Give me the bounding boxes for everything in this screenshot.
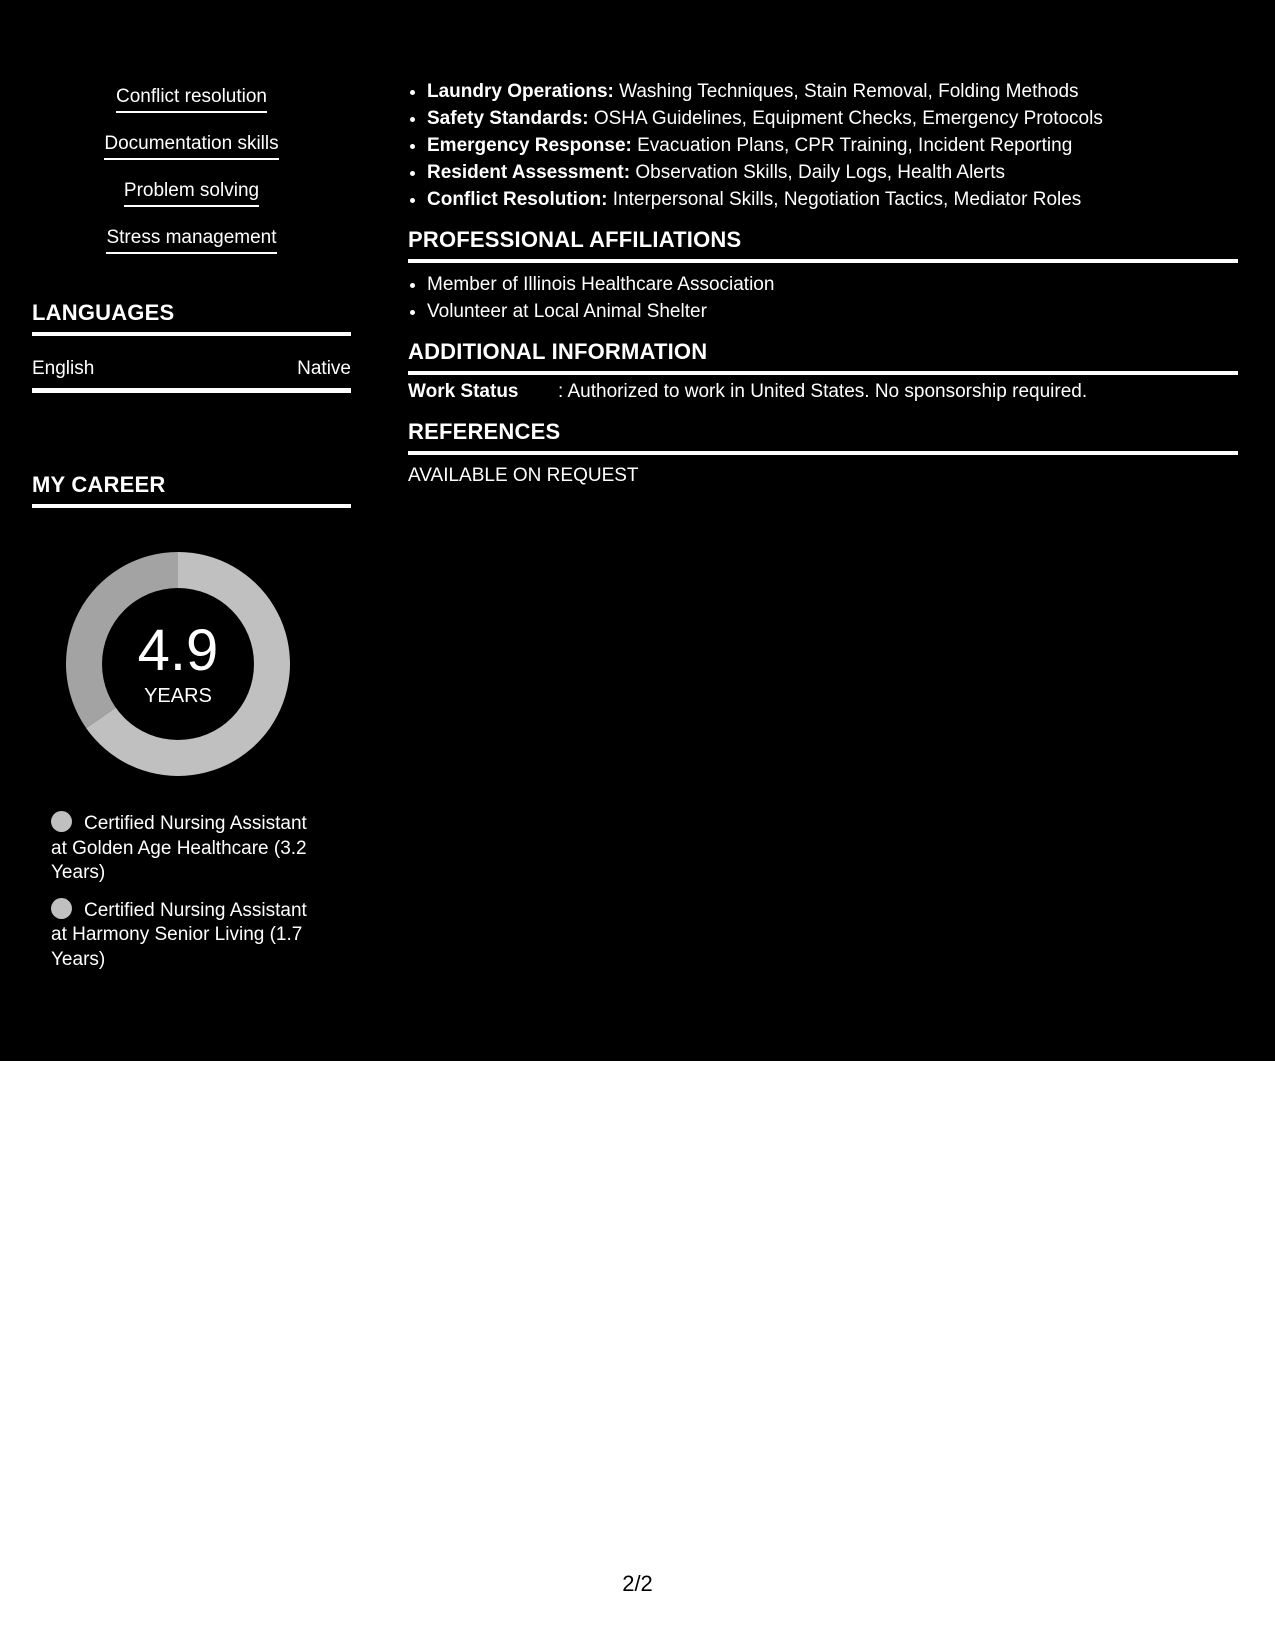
skills-list	[32, 86, 351, 274]
legend-dot	[51, 898, 72, 919]
skill-bullet-text: Observation Skills, Daily Logs, Health Alerts	[630, 162, 1005, 183]
page-number: 2/2	[622, 1571, 653, 1596]
skill-item: Documentation skills	[104, 133, 278, 160]
career-item-text: Certified Nursing Assistant at Harmony Senior Living (1.7 Years)	[51, 899, 307, 970]
skill-bullet-label: Resident Assessment:	[427, 162, 631, 183]
legend-dot	[51, 811, 72, 832]
skill-bullet-text: Evacuation Plans, CPR Training, Incident Reporting	[631, 135, 1073, 156]
additional-info-title: ADDITIONAL INFORMATION	[408, 339, 1238, 375]
skill-bullet-label: Laundry Operations:	[427, 81, 614, 102]
skill-bullet	[427, 186, 1238, 213]
skill-bullet	[427, 78, 1238, 105]
languages-title: LANGUAGES	[32, 300, 351, 336]
main-content	[408, 0, 1238, 487]
references-title: REFERENCES	[408, 419, 1238, 455]
skill-bullet-text: Interpersonal Skills, Negotiation Tactics, Mediator Roles	[607, 189, 1082, 210]
references-text: AVAILABLE ON REQUEST	[408, 465, 639, 486]
career-legend	[51, 811, 321, 984]
skill-bullet-text: OSHA Guidelines, Equipment Checks, Emergency Protocols	[588, 108, 1103, 129]
language-level: Native	[297, 358, 351, 379]
skill-bullet-label: Safety Standards:	[427, 108, 589, 129]
career-total-value: 4.9	[137, 617, 219, 683]
career-total	[66, 552, 290, 776]
skill-item: Stress management	[106, 227, 276, 254]
work-status-row	[408, 381, 1238, 403]
skill-bullet-text: Washing Techniques, Stain Removal, Folding Methods	[613, 81, 1079, 102]
skill-bullet	[427, 132, 1238, 159]
career-item-text: Certified Nursing Assistant at Golden Age Healthcare (3.2 Years)	[51, 813, 307, 883]
skill-bullet	[427, 159, 1238, 186]
skill-bullet-label: Emergency Response:	[427, 135, 632, 156]
skill-bullet-label: Conflict Resolution:	[427, 189, 608, 210]
affiliations-title: PROFESSIONAL AFFILIATIONS	[408, 227, 1238, 263]
career-total-unit: YEARS	[144, 684, 212, 707]
work-status-label: Work Status	[408, 381, 519, 402]
skill-item: Conflict resolution	[116, 86, 267, 113]
language-row	[32, 358, 351, 393]
career-title: MY CAREER	[32, 472, 351, 508]
affiliations-list	[408, 271, 1238, 325]
affiliation-item: • Volunteer at Local Animal Shelter	[427, 298, 1238, 325]
language-name: English	[32, 358, 95, 379]
career-item	[51, 811, 321, 886]
work-status-value: : Authorized to work in United States. No sponsorship required.	[558, 381, 1088, 402]
skill-item: Problem solving	[124, 180, 259, 207]
skill-bullets	[408, 78, 1238, 213]
skill-bullet	[427, 105, 1238, 132]
affiliation-item: • Member of Illinois Healthcare Association	[427, 271, 1238, 298]
career-item	[51, 898, 321, 973]
